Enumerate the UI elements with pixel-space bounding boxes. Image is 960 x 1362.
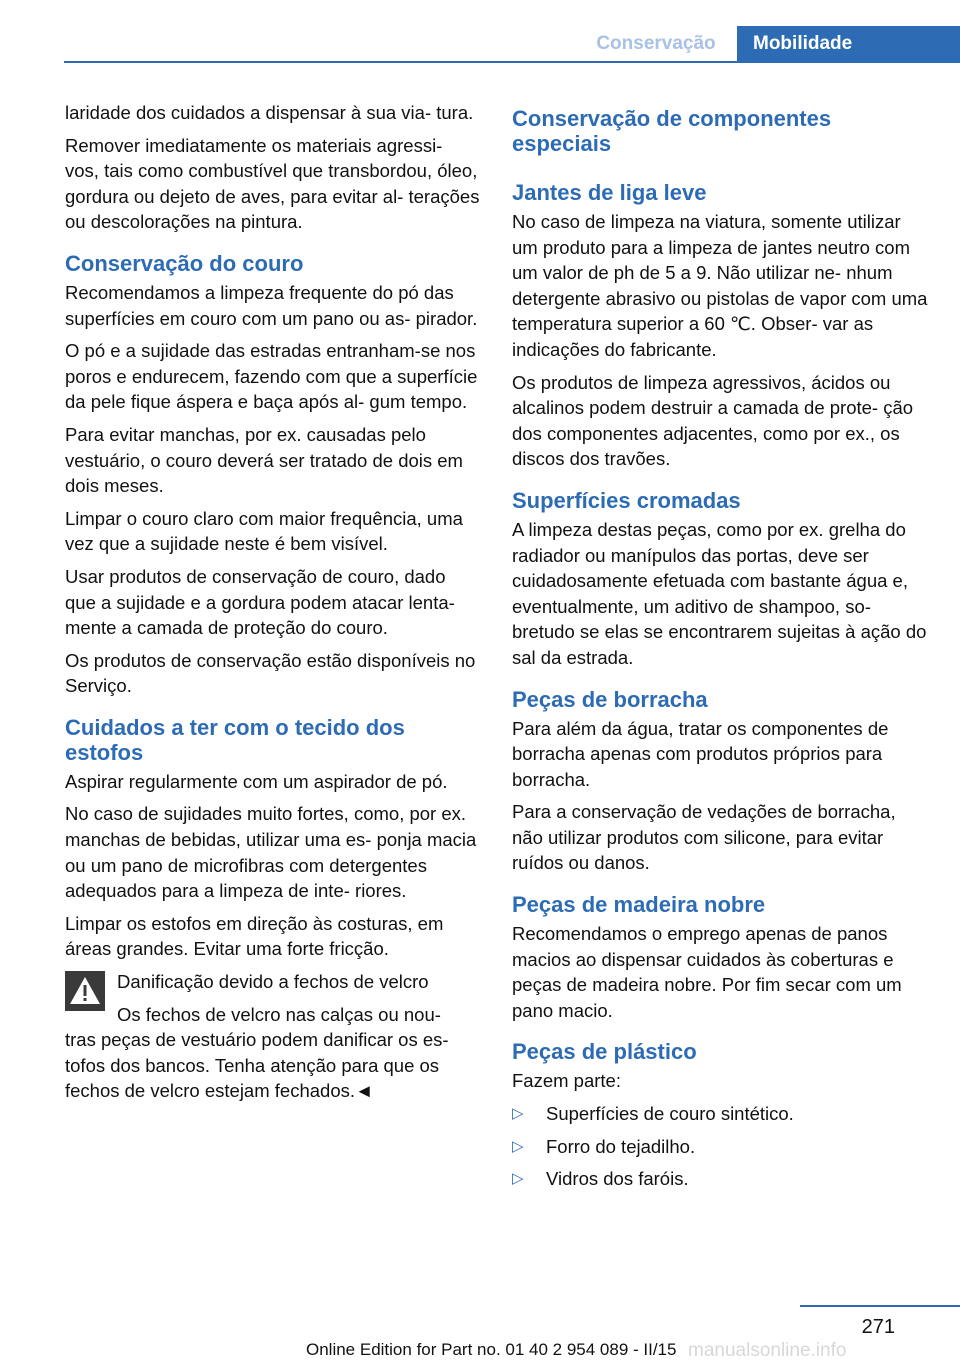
paragraph: No caso de limpeza na viatura, somente utilizar um produto para a limpeza de jantes neutro com um valor de ph de 5 a 9. Não utilizar ne- nhum detergente abrasivo ou pistolas de vapor com uma temperatura superior a 60 ℃. Obser- var as indicações do fabricante. <box>512 211 928 360</box>
heading-pecas-madeira: Peças de madeira nobre <box>512 892 766 918</box>
paragraph: Remover imediatamente os materiais agressi- vos, tais como combustível que transbordou, óleo, gordura ou dejeto de aves, para evitar al- terações ou descolorações na pintura. <box>65 134 480 233</box>
paragraph: No caso de sujidades muito fortes, como, por ex. manchas de bebidas, utilizar uma es- ponja macia ou um pano de microfibras com detergentes adequados para a limpeza de inte- riores. <box>65 803 477 902</box>
paragraph: Fazem parte: <box>512 1070 621 1092</box>
paragraph: Para evitar manchas, por ex. causadas pelo vestuário, o couro deverá ser tratado de dois em dois meses. <box>65 423 463 497</box>
header-rule <box>64 61 960 63</box>
list-item <box>512 1101 930 1127</box>
list-item-text: Superfícies de couro sintético. <box>546 1103 794 1125</box>
heading-componentes-especiais: Conservação de componentes especiais <box>512 106 832 156</box>
warning-block <box>65 969 480 1104</box>
paragraph: Usar produtos de conservação de couro, dado que a sujidade e a gordura podem atacar lenta- mente a camada de proteção do couro. <box>65 565 455 639</box>
warning-text-line: Os fechos de velcro nas calças ou nou- <box>117 1003 441 1025</box>
paragraph: Os produtos de conservação estão disponíveis no Serviço. <box>65 649 476 697</box>
watermark: manualsonline.info <box>688 1340 847 1361</box>
edition-note: Online Edition for Part no. 01 40 2 954 089 - II/15 <box>306 1340 677 1359</box>
heading-pecas-borracha: Peças de borracha <box>512 686 708 712</box>
warning-text-rest: tras peças de vestuário podem danificar os es- tofos dos bancos. Tenha atenção para que os fechos de velcro estejam fechados.◄ <box>65 1029 449 1102</box>
list-item-text: Forro do tejadilho. <box>546 1135 696 1157</box>
paragraph: O pó e a sujidade das estradas entranham-se nos poros e endurecem, fazendo com que a superfície da pele fique áspera e baça após al- gum tempo. <box>65 340 478 413</box>
paragraph: Recomendamos a limpeza frequente do pó das superfícies em couro com um pano ou as- pirador. <box>65 281 478 329</box>
warning-text <box>65 1002 480 1104</box>
page-number: 271 <box>861 1316 895 1338</box>
left-column <box>65 100 480 1111</box>
heading-tecido-estofos: Cuidados a ter com o tecido dos estofos <box>65 714 405 765</box>
paragraph: Limpar o couro claro com maior frequência, uma vez que a sujidade neste é bem visível. <box>65 507 463 555</box>
paragraph: laridade dos cuidados a dispensar à sua via- tura. <box>65 102 474 123</box>
list-item <box>512 1166 930 1192</box>
paragraph: Limpar os estofos em direção às costuras, em áreas grandes. Evitar uma forte fricção. <box>65 912 444 960</box>
paragraph: Para a conservação de vedações de borracha, não utilizar produtos com silicone, para evitar ruídos ou danos. <box>512 801 896 874</box>
triangle-bullet-icon: ▷ <box>512 1137 524 1155</box>
paragraph: A limpeza destas peças, como por ex. grelha do radiador ou manípulos das portas, deve ser cuidadosamente efetuada com bastante água e, eventualmente, um aditivo de shampoo, so- bretudo se elas se encontrarem sujeitas à ação do sal da estrada. <box>512 518 927 668</box>
warning-icon <box>65 971 105 1011</box>
section-tab-conservacao: Conservação <box>596 32 716 54</box>
paragraph: Os produtos de limpeza agressivos, ácidos ou alcalinos podem destruir a camada de prote- ção dos componentes adjacentes, como por ex., os discos dos travões. <box>512 371 914 470</box>
list-item <box>512 1134 930 1160</box>
triangle-bullet-icon: ▷ <box>512 1105 524 1123</box>
triangle-bullet-icon: ▷ <box>512 1170 524 1188</box>
footer-rule <box>800 1305 960 1307</box>
warning-title: Danificação devido a fechos de velcro <box>117 971 429 993</box>
heading-conservacao-couro: Conservação do couro <box>65 250 304 276</box>
section-tab-mobilidade: Mobilidade <box>737 26 960 61</box>
paragraph: Para além da água, tratar os componentes de borracha apenas com produtos próprios para borracha. <box>512 717 889 790</box>
right-column <box>512 100 930 1199</box>
paragraph: Aspirar regularmente com um aspirador de pó. <box>65 770 448 792</box>
page-header <box>0 0 960 64</box>
paragraph: Recomendamos o emprego apenas de panos macios ao dispensar cuidados às coberturas e peças de madeira nobre. Por fim secar com um pano macio. <box>512 923 902 1021</box>
list-item-text: Vidros dos faróis. <box>546 1168 689 1190</box>
heading-jantes: Jantes de liga leve <box>512 180 707 205</box>
heading-superficies-cromadas: Superfícies cromadas <box>512 487 741 513</box>
heading-pecas-plastico: Peças de plástico <box>512 1039 697 1065</box>
